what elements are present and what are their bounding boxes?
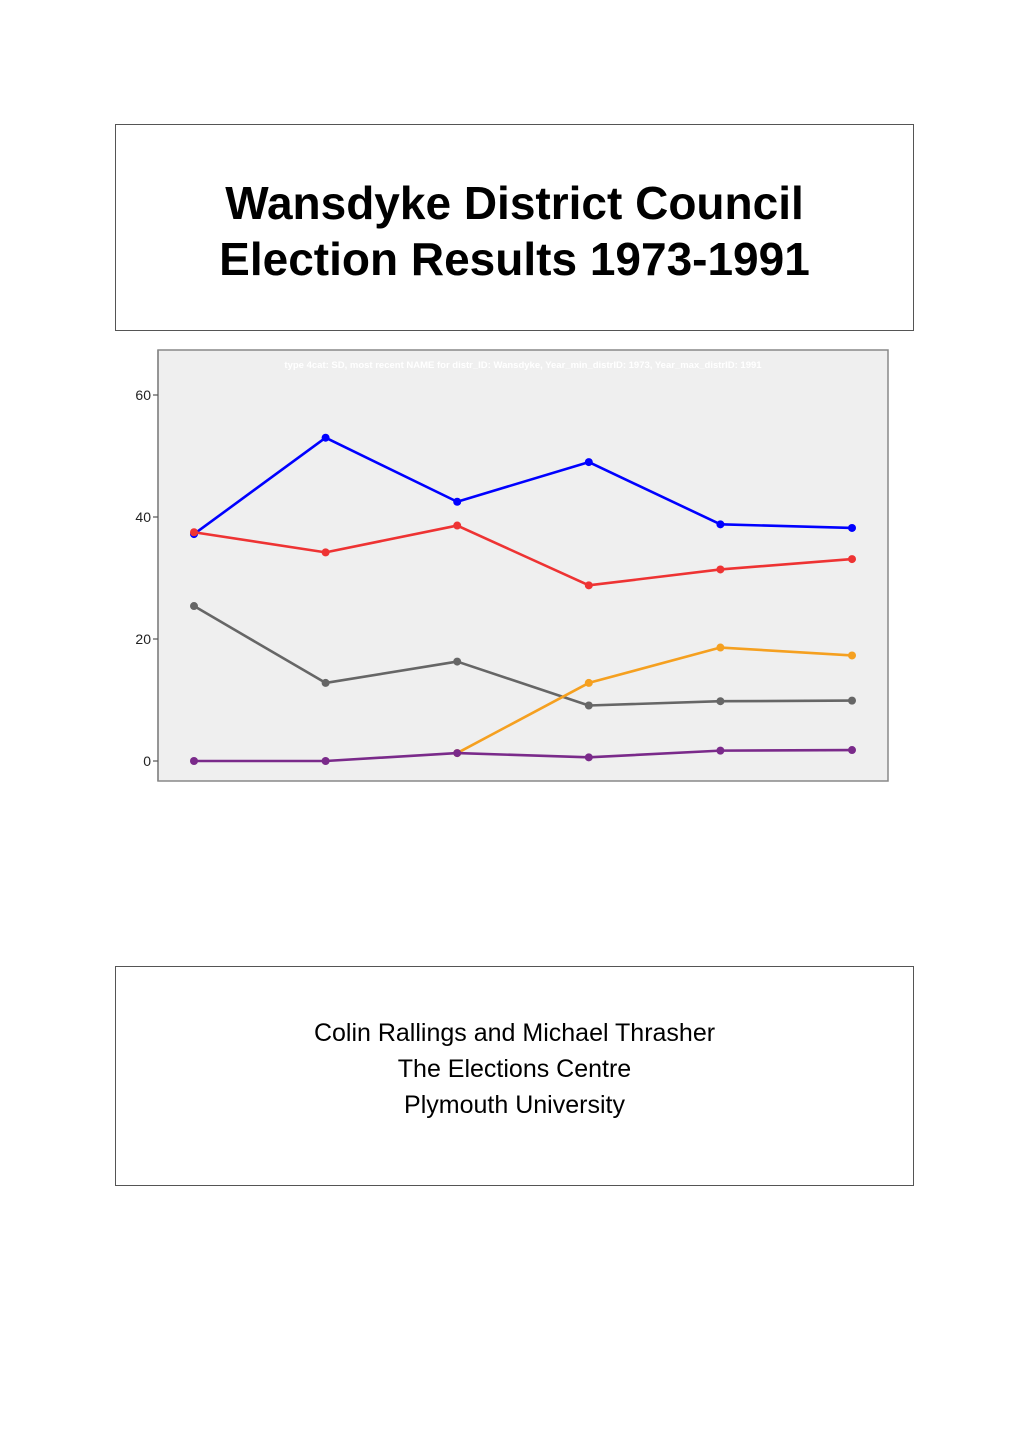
data-point: [585, 679, 593, 687]
data-point: [848, 651, 856, 659]
data-point: [585, 753, 593, 761]
data-point: [190, 602, 198, 610]
credit-box: [115, 966, 914, 1186]
data-point: [453, 749, 461, 757]
data-point: [322, 757, 330, 765]
organisation: The Elections Centre: [397, 1055, 632, 1083]
data-point: [716, 520, 724, 528]
y-axis: [135, 387, 158, 769]
author-names: Colin Rallings and Michael Thrasher: [313, 1019, 716, 1047]
y-tick-label: 40: [135, 509, 151, 525]
data-point: [322, 434, 330, 442]
data-point: [190, 757, 198, 765]
data-point: [585, 581, 593, 589]
data-point: [848, 746, 856, 754]
data-point: [716, 644, 724, 652]
y-tick-label: 60: [135, 387, 151, 403]
data-point: [322, 679, 330, 687]
data-point: [190, 528, 198, 536]
y-tick-label: 0: [143, 753, 151, 769]
y-tick-label: 20: [135, 631, 151, 647]
data-point: [585, 701, 593, 709]
title-box: [115, 124, 914, 331]
data-point: [848, 524, 856, 532]
data-point: [322, 548, 330, 556]
data-point: [716, 565, 724, 573]
chart-annotation: type 4cat: SD, most recent NAME for distr_ID: Wansdyke, Year_min_distrID: 1973, Year_max_distrID: 1991: [284, 360, 762, 371]
chart: [120, 342, 900, 792]
data-point: [716, 697, 724, 705]
data-point: [453, 522, 461, 530]
data-point: [716, 747, 724, 755]
data-point: [848, 697, 856, 705]
data-point: [453, 658, 461, 666]
title-line-1: Wansdyke District Council: [225, 177, 804, 229]
chart-svg: [120, 342, 900, 792]
title-line-2: Election Results 1973-1991: [219, 233, 810, 285]
data-point: [848, 555, 856, 563]
data-point: [585, 458, 593, 466]
university: Plymouth University: [404, 1091, 625, 1119]
data-point: [453, 498, 461, 506]
